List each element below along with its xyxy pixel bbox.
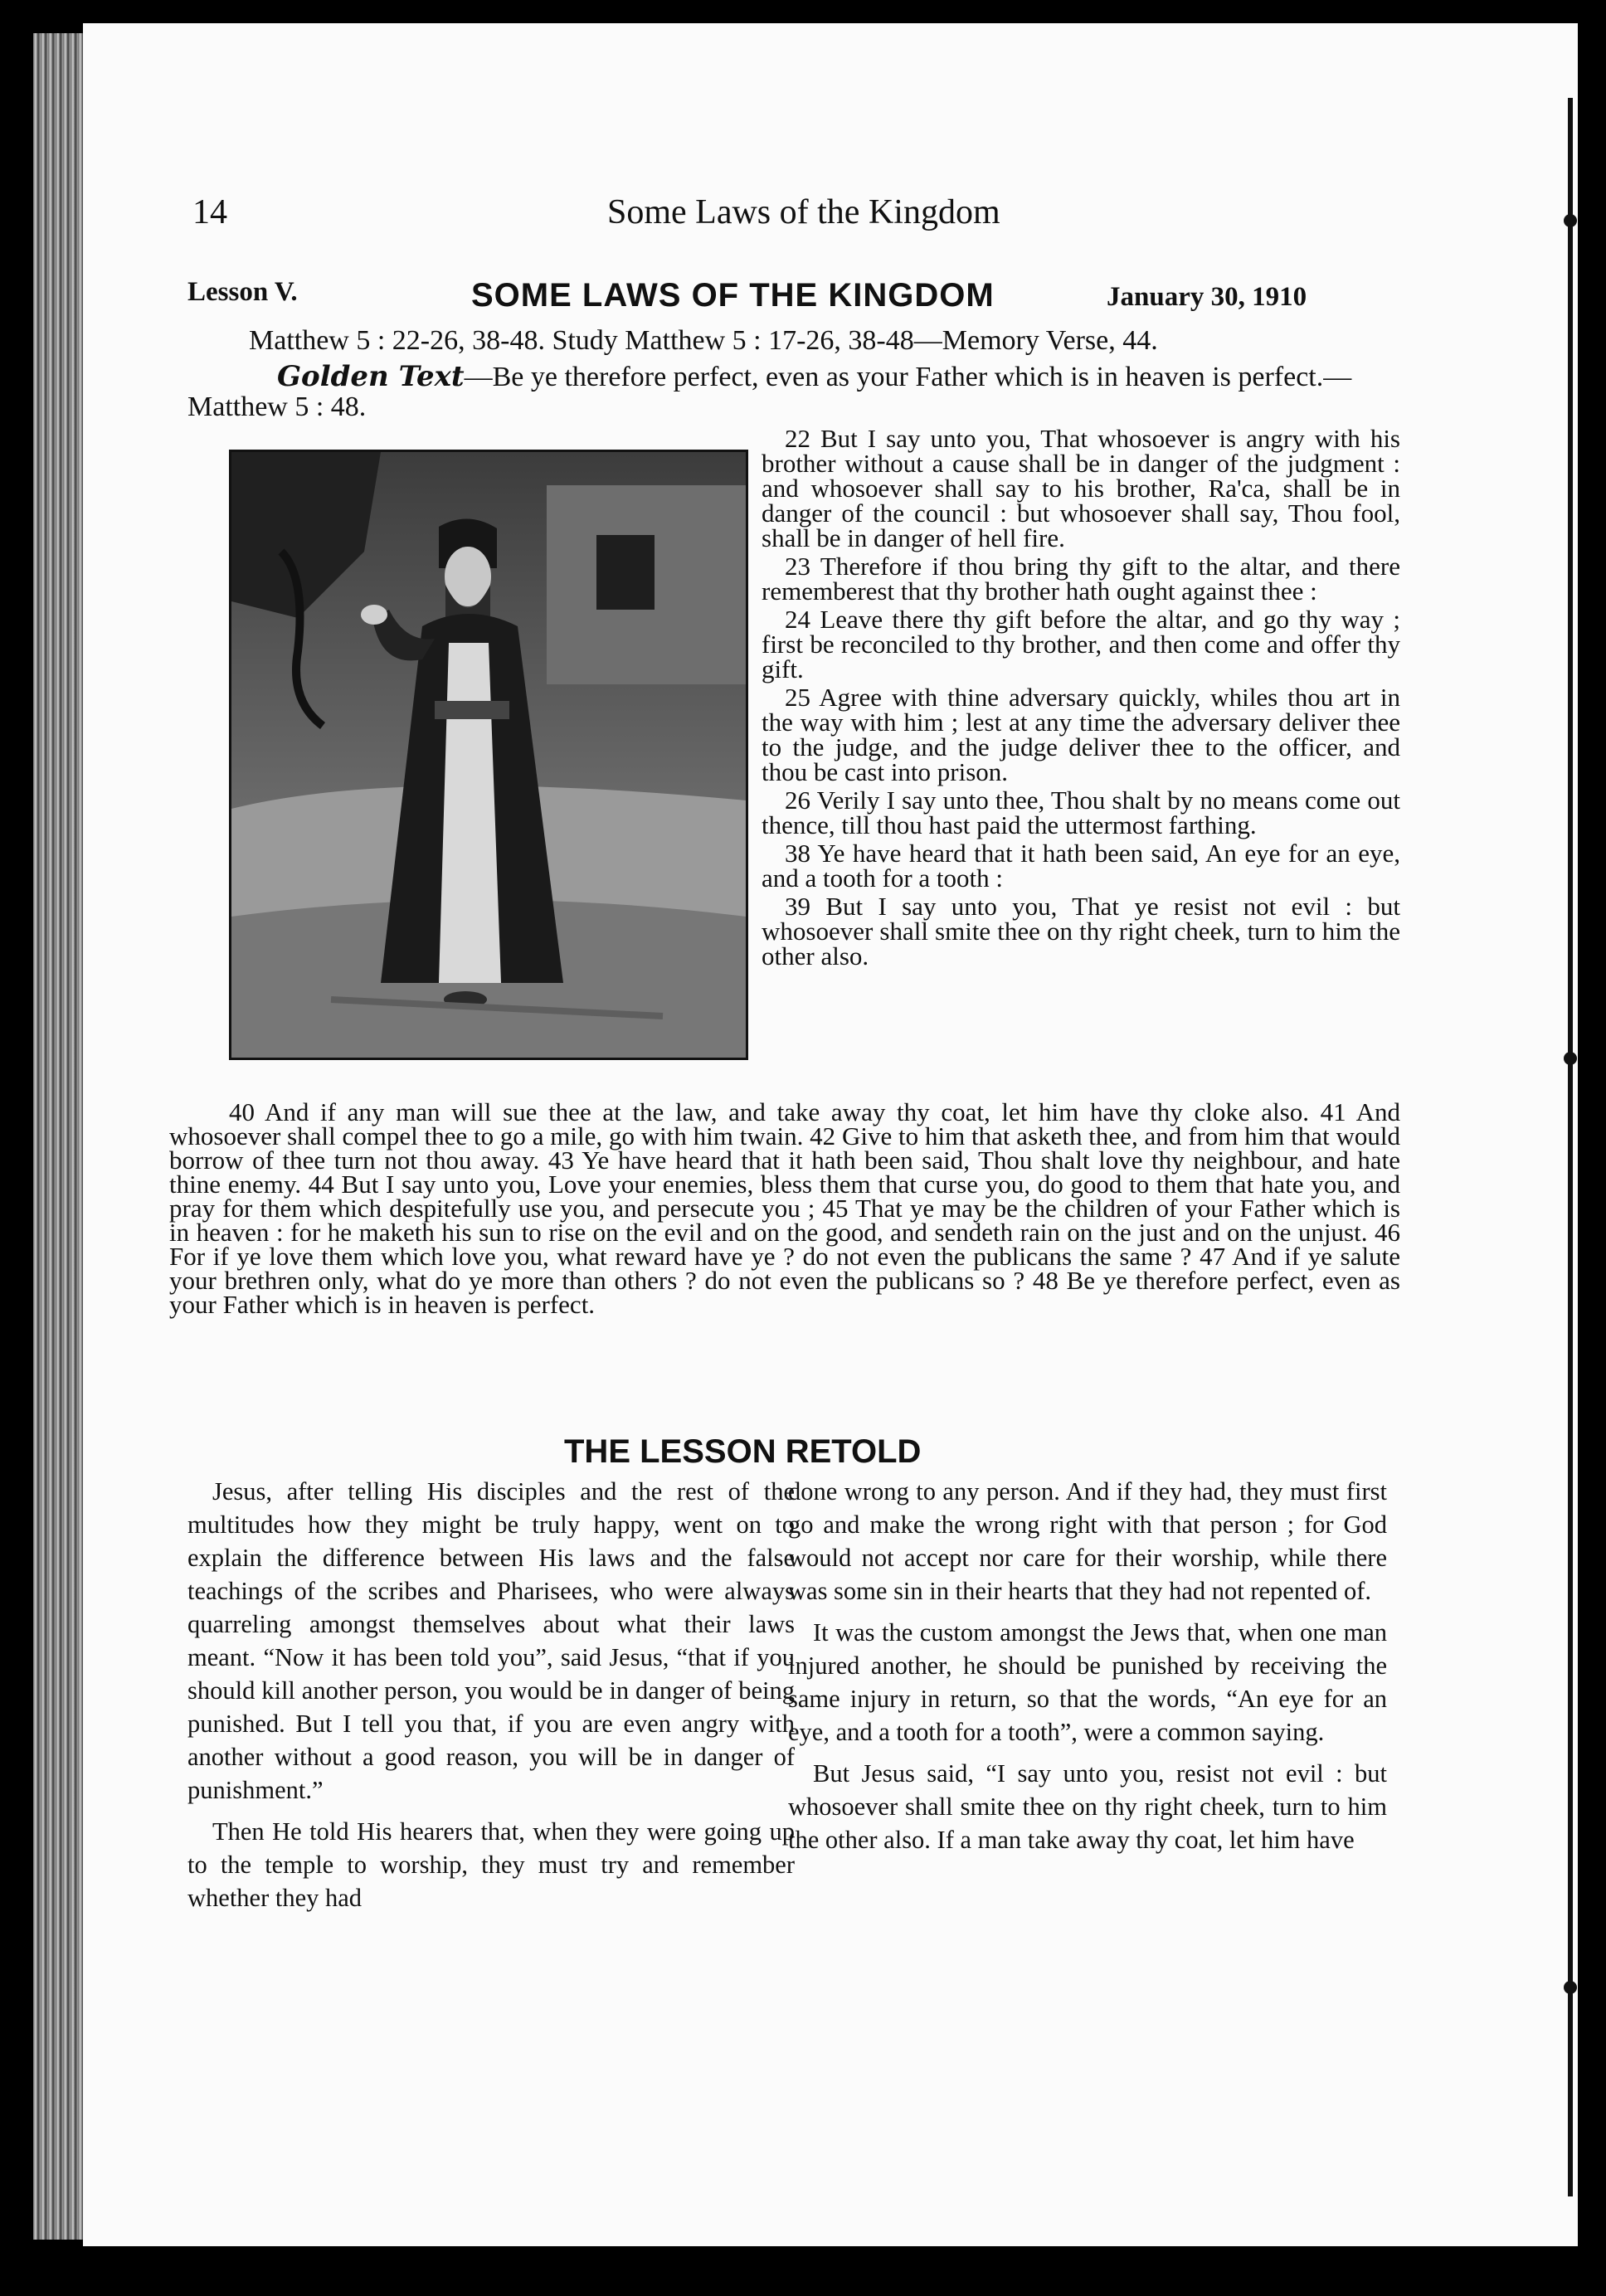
verse-26: 26 Verily I say unto thee, Thou shalt by no means come out thence, till thou hast paid the uttermost farthing. <box>762 786 1400 839</box>
golden-text-body: —Be ye therefore perfect, even as your Father which is in heaven is perfect.—Matthew 5 : 48. <box>187 362 1352 422</box>
page-edge-tick <box>1564 214 1577 227</box>
golden-text-label: Golden Text <box>277 360 465 393</box>
verse-24: 24 Leave there thy gift before the altar, and go thy way ; first be reconciled to thy brother, and then come and offer thy gift. <box>762 605 1400 683</box>
retold-column-right <box>788 1475 1387 1865</box>
verse-22: 22 But I say unto you, That whosoever is angry with his brother without a cause shall be in danger of the judgment : and whosoever shall say to his brother, Ra'ca, shall be in danger of the council : but whosoever shall say, Thou fool, shall be in danger of hell fire. <box>762 424 1400 552</box>
scripture-verses-40-48: 40 And if any man will sue thee at the law, and take away thy coat, let him have thy cloke also. 41 And whosoever shall compel thee to go a mile, go with him twain. 42 Give to him that asketh thee, and from him that would borrow of thee turn not thou away. 43 Ye have heard that it hath been said, Thou shalt love thy neighbour, and hate thine enemy. 44 But I say unto you, Love your enemies, bless them that curse you, do good to them that hate you, and pray for them which despitefully use you, and persecute you ; 45 That ye may be the children of your Father which is in heaven : for he maketh his sun to rise on the evil and on the good, and sendeth rain on the just and on the unjust. 46 For if ye love them which love you, what reward have ye ? do not even the publicans the same ? 47 And if ye salute your brethren only, what do ye more than others ? do not even the publicans so ? 48 Be ye therefore perfect, even as your Father which is in heaven is perfect. <box>169 1097 1400 1319</box>
jesus-teaching-illustration <box>229 450 748 1060</box>
page-number: 14 <box>192 193 227 231</box>
page-edge-tick <box>1564 1052 1577 1065</box>
retold-heading: THE LESSON RETOLD <box>564 1433 922 1470</box>
scripture-verses-right <box>762 426 1400 972</box>
running-title: Some Laws of the Kingdom <box>607 193 1000 231</box>
retold-paragraph: It was the custom amongst the Jews that, when one man injured another, he should be punished by receiving the same injury in return, so that the words, “An eye for an eye, and a tooth for a tooth”, were a common saying. <box>788 1618 1387 1746</box>
retold-column-left <box>187 1475 795 1923</box>
page-edge-tick <box>1564 1981 1577 1994</box>
facing-page-edge <box>1568 98 1573 2196</box>
retold-paragraph: done wrong to any person. And if they had, they must first go and make the wrong right with that person ; for God would not accept nor care for their worship, while there was some sin in their hearts that they had not repented of. <box>788 1477 1387 1605</box>
verse-39: 39 But I say unto you, That ye resist not evil : but whosoever shall smite thee on thy right cheek, turn to him the other also. <box>762 892 1400 970</box>
lesson-date: January 30, 1910 <box>1107 282 1307 312</box>
illustration-icon <box>231 452 746 1058</box>
golden-text <box>187 362 1424 422</box>
retold-paragraph: Then He told His hearers that, when they were going up to the temple to worship, they must try and remember whether they had <box>187 1817 795 1912</box>
verse-38: 38 Ye have heard that it hath been said, An eye for an eye, and a tooth for a tooth : <box>762 839 1400 893</box>
lesson-title: SOME LAWS OF THE KINGDOM <box>471 277 995 314</box>
verse-25: 25 Agree with thine adversary quickly, whiles thou art in the way with him ; lest at any time the adversary deliver thee to the judge, and the judge deliver thee to the officer, and thou be cast into prison. <box>762 683 1400 786</box>
verse-23: 23 Therefore if thou bring thy gift to the altar, and there rememberest that thy brother hath ought against thee : <box>762 552 1400 606</box>
scripture-reference: Matthew 5 : 22-26, 38-48. Study Matthew 5 : 17-26, 38-48—Memory Verse, 44. <box>249 325 1158 356</box>
retold-paragraph: But Jesus said, “I say unto you, resist not evil : but whosoever shall smite thee on thy right cheek, turn to him the other also. If a man take away thy coat, let him have <box>788 1759 1387 1854</box>
lesson-label: Lesson V. <box>187 277 298 307</box>
retold-paragraph: Jesus, after telling His disciples and the rest of the multitudes how they might be truly happy, went on to explain the difference between His laws and the false teachings of the scribes and Pharisees, who were always quarreling amongst themselves about what their laws meant. “Now it has been told you”, said Jesus, “that if you should kill another person, you would be in danger of being punished. But I tell you that, if you are even angry with another without a good reason, you will be in danger of punishment.” <box>187 1477 795 1804</box>
